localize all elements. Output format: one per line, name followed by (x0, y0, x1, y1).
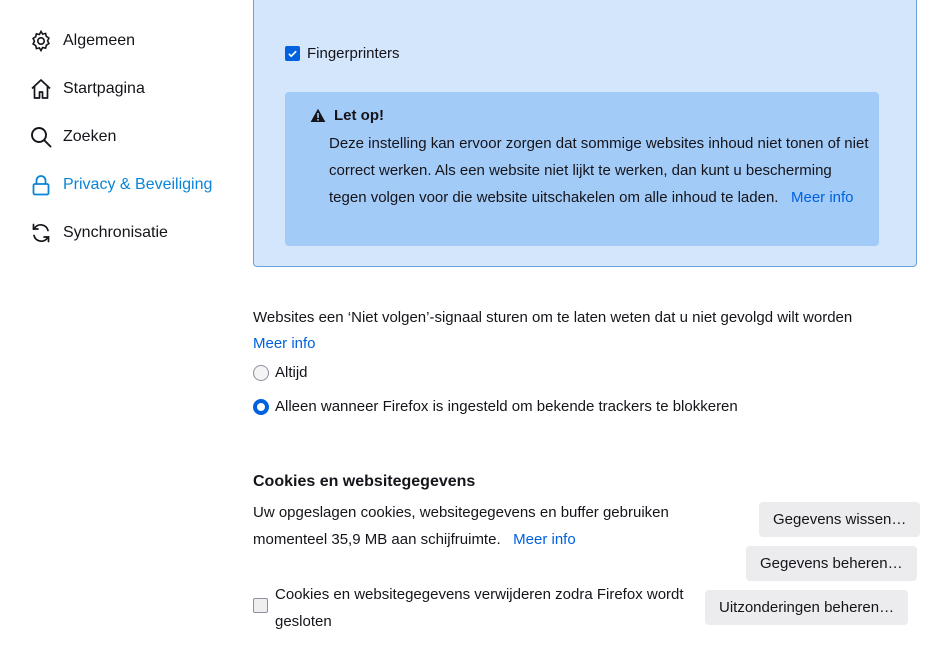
fingerprinters-checkbox-row[interactable] (285, 45, 400, 62)
home-icon (28, 76, 54, 102)
cookies-section-title: Cookies en websitegegevens (253, 473, 476, 490)
dnt-radio-always[interactable] (253, 365, 269, 381)
sidebar-item-label: Zoeken (63, 128, 117, 145)
sidebar-item-label: Privacy & Beveiliging (63, 176, 213, 193)
dnt-option-only-blocking[interactable] (253, 398, 738, 415)
sidebar-item-privacy[interactable] (28, 170, 212, 200)
warning-text-block (329, 130, 869, 211)
search-icon (28, 124, 54, 150)
warning-learn-more-link[interactable]: Meer info (790, 189, 854, 206)
dnt-option-always[interactable] (253, 364, 308, 381)
delete-on-close-label: Cookies en websitegegevens verwijderen zodra Firefox wordt gesloten (275, 586, 684, 630)
warning-icon (310, 108, 326, 123)
sidebar-item-algemeen[interactable] (28, 26, 135, 56)
delete-on-close-row[interactable] (253, 581, 703, 635)
cookies-learn-more-link[interactable]: Meer info (513, 531, 576, 548)
clear-data-button[interactable]: Gegevens wissen… (759, 502, 920, 537)
sidebar-item-label: Synchronisatie (63, 224, 168, 241)
sidebar-item-synchronisatie[interactable] (28, 218, 168, 248)
sync-icon (28, 220, 54, 246)
sidebar-item-label: Startpagina (63, 80, 145, 97)
fingerprinters-label: Fingerprinters (307, 45, 400, 62)
dnt-option-label: Altijd (275, 364, 308, 381)
sidebar-item-label: Algemeen (63, 32, 136, 49)
cookies-text: Uw opgeslagen cookies, websitegegevens en buffer gebruiken momenteel 35,9 MB aan schijfruimte. (253, 504, 669, 548)
sidebar-item-startpagina[interactable] (28, 74, 145, 104)
dnt-radio-only-blocking[interactable] (253, 399, 269, 415)
manage-exceptions-button[interactable]: Uitzonderingen beheren… (705, 590, 908, 625)
gear-icon (28, 28, 54, 54)
warning-title (310, 107, 384, 124)
fingerprinters-checkbox[interactable] (285, 46, 300, 61)
warning-text: Deze instelling kan ervoor zorgen dat sommige websites inhoud niet tonen of niet correct werken. Als een website niet lijkt te werken, dan kunt u bescherming tegen volgen voor die website uitschakelen om alle inhoud te laden. (329, 135, 869, 206)
warning-title-text: Let op! (334, 107, 384, 124)
delete-on-close-checkbox[interactable] (253, 598, 268, 613)
dnt-description (253, 305, 913, 357)
dnt-text: Websites een ‘Niet volgen’-signaal sturen om te laten weten dat u niet gevolgd wilt worden (253, 309, 853, 326)
cookies-description (253, 499, 723, 553)
tracker-panel (253, 0, 917, 267)
check-icon (287, 48, 298, 59)
sidebar-item-zoeken[interactable] (28, 122, 116, 152)
dnt-option-label: Alleen wanneer Firefox is ingesteld om bekende trackers te blokkeren (275, 398, 738, 415)
warning-box (285, 92, 879, 246)
lock-icon (28, 172, 54, 198)
dnt-learn-more-link[interactable]: Meer info (253, 335, 316, 352)
manage-data-button[interactable]: Gegevens beheren… (746, 546, 917, 581)
